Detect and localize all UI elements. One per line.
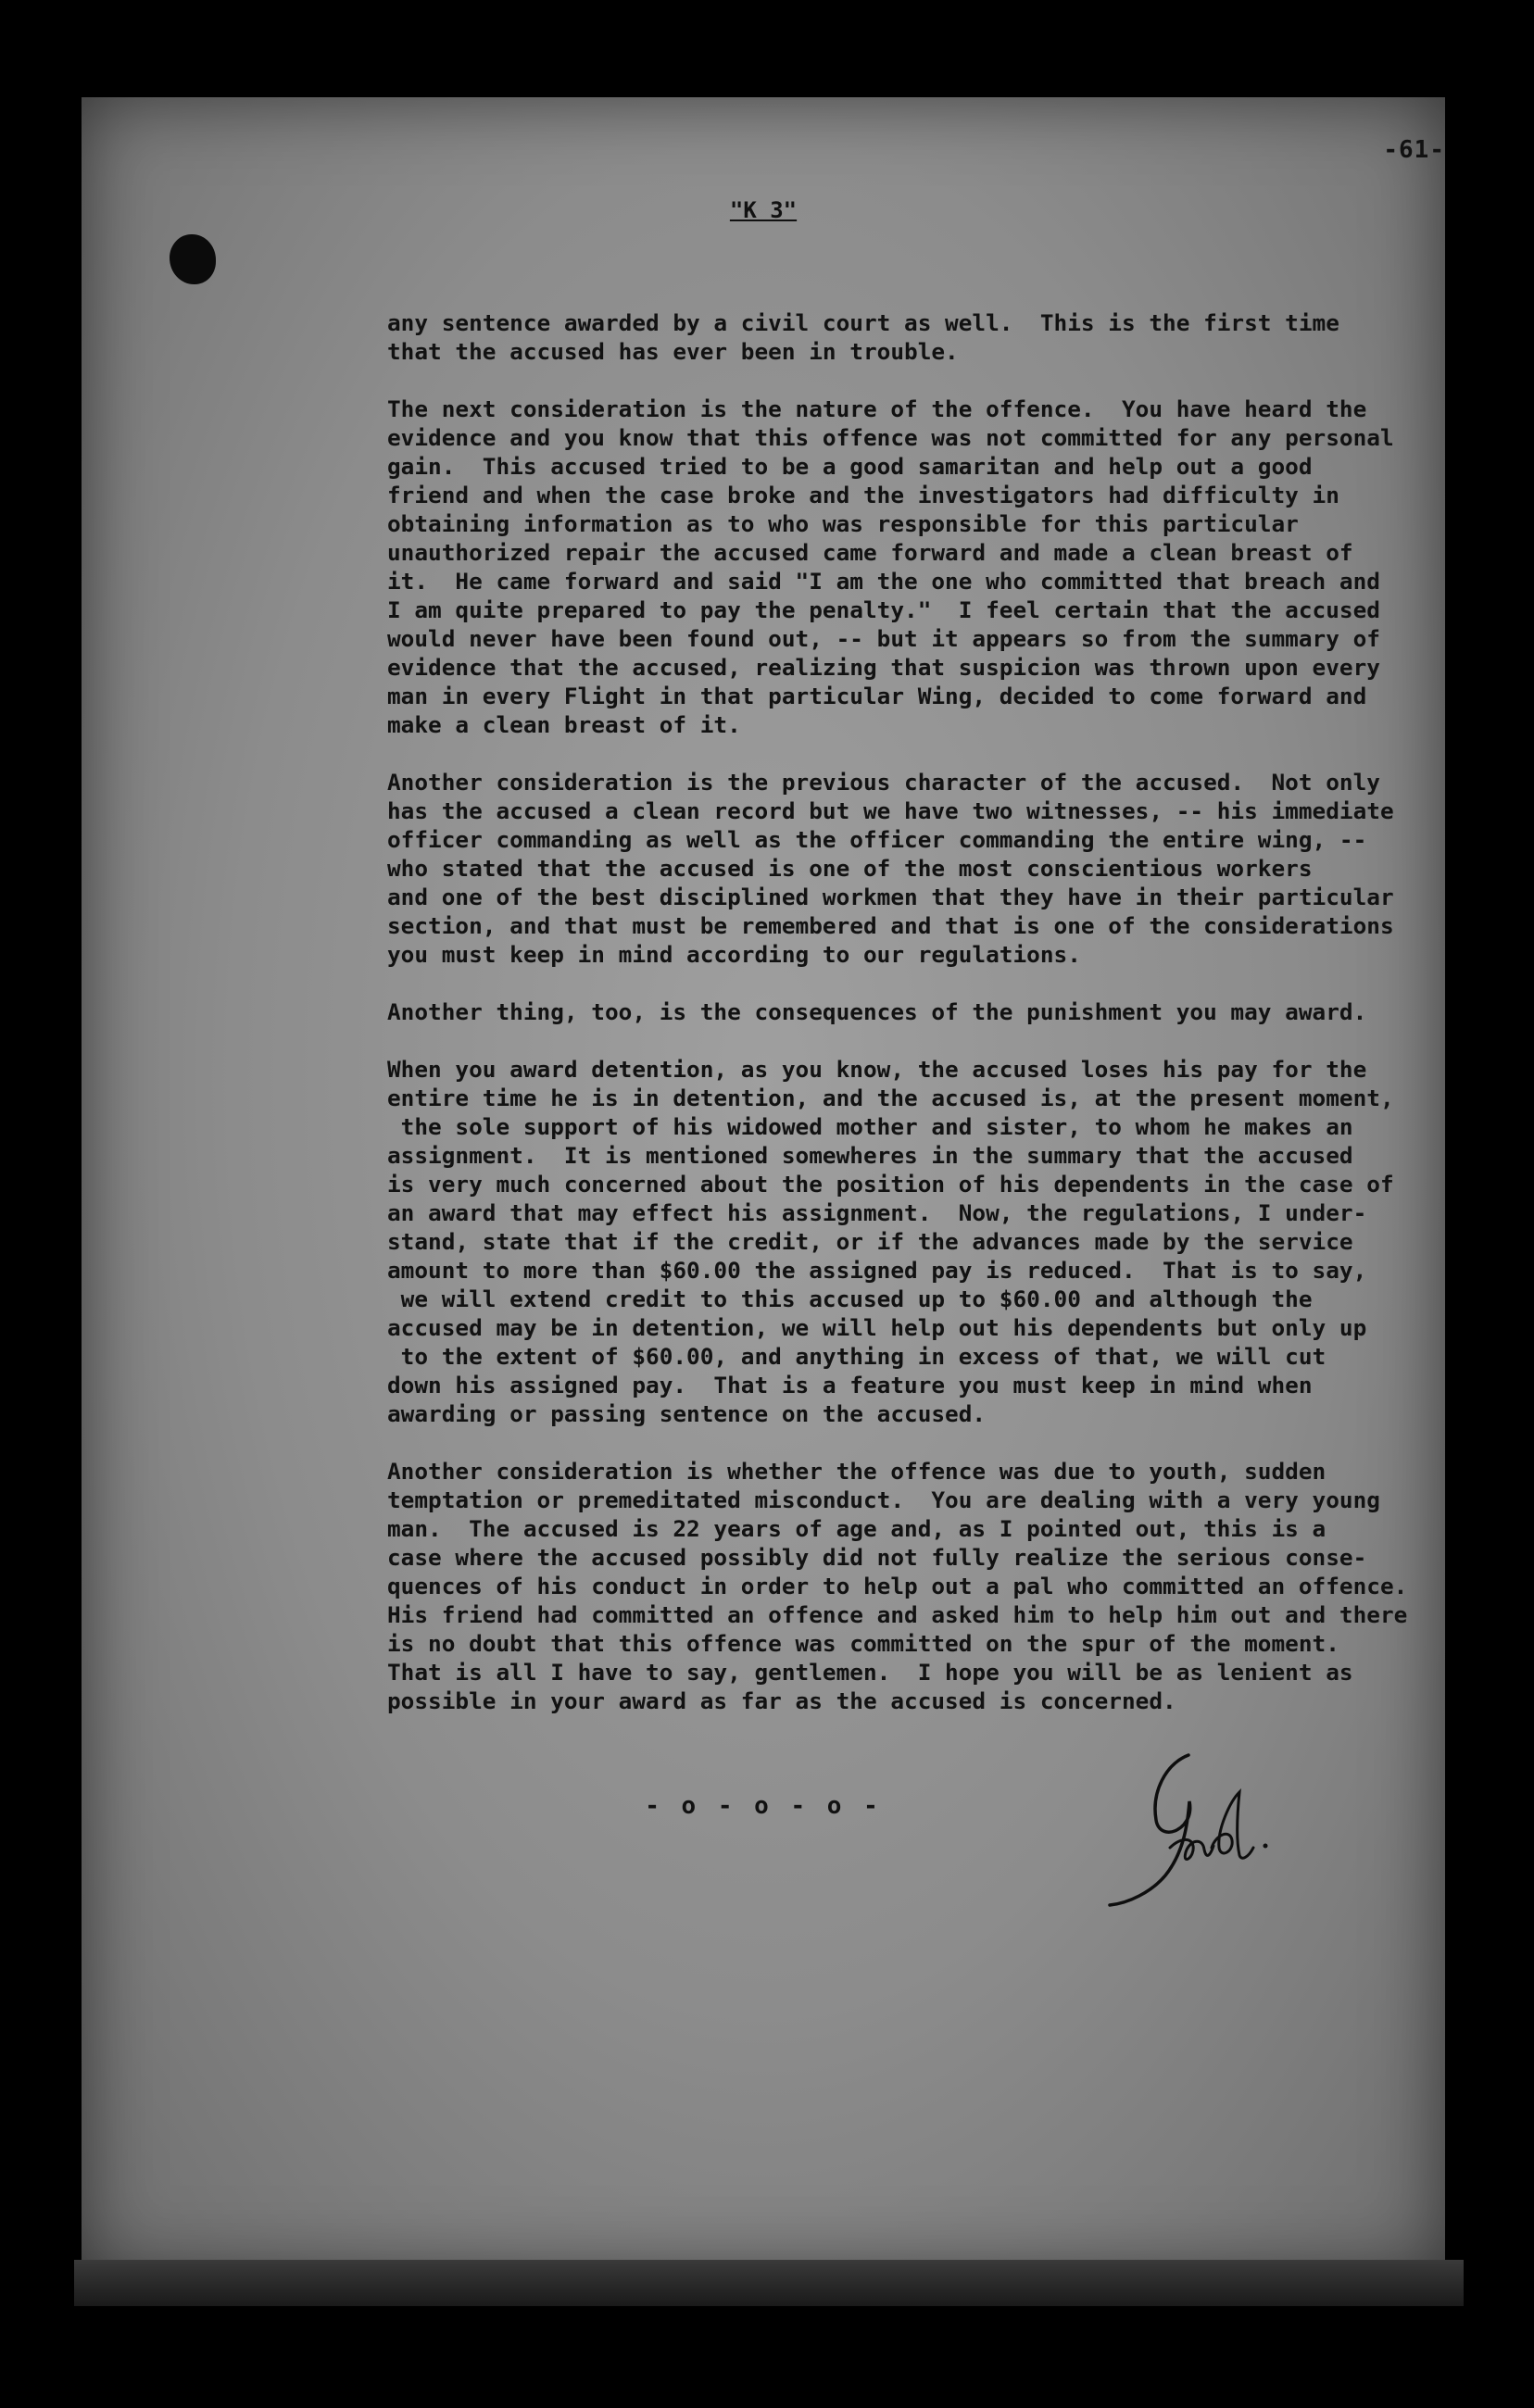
text-line: Another consideration is whether the offence was due to youth, sudden [387, 1458, 1327, 1485]
text-line: obtaining information as to who was responsible for this particular [387, 510, 1299, 537]
text-line: temptation or premeditated misconduct. You are dealing with a very young [387, 1486, 1380, 1513]
scan-bottom-edge [74, 2260, 1464, 2306]
text-line: assignment. It is mentioned somewheres in the summary that the accused [387, 1142, 1353, 1169]
paragraph-6 [387, 1457, 1527, 1715]
paragraph-5 [387, 1055, 1527, 1428]
text-line: section, and that must be remembered and that is one of the considerations [387, 912, 1394, 939]
text-line: I am quite prepared to pay the penalty." I feel certain that the accused [387, 596, 1380, 623]
text-line: When you award detention, as you know, the accused loses his pay for the [387, 1056, 1367, 1083]
text-line: it. He came forward and said "I am the one who committed that breach and [387, 568, 1380, 595]
document-header: "K 3" [729, 197, 798, 223]
handwritten-signature [1100, 1737, 1304, 1913]
text-line: unauthorized repair the accused came forward and made a clean breast of [387, 539, 1353, 566]
text-line: accused may be in detention, we will help out his dependents but only up [387, 1314, 1367, 1341]
page-number: -61- [1383, 136, 1445, 164]
paragraph-2 [387, 395, 1527, 739]
text-line: down his assigned pay. That is a feature you must keep in mind when [387, 1372, 1313, 1398]
text-line: man. The accused is 22 years of age and, as I pointed out, this is a [387, 1515, 1327, 1542]
text-line: officer commanding as well as the officer commanding the entire wing, -- [387, 826, 1367, 853]
text-line: you must keep in mind according to our regulations. [387, 941, 1081, 968]
text-line: is very much concerned about the position of his dependents in the case of [387, 1171, 1394, 1198]
text-line: the sole support of his widowed mother and sister, to whom he makes an [387, 1113, 1353, 1140]
text-line: that the accused has ever been in trouble. [387, 338, 959, 365]
text-line: possible in your award as far as the accused is concerned. [387, 1687, 1176, 1714]
text-line: make a clean breast of it. [387, 711, 741, 738]
document-page [82, 97, 1445, 2274]
text-line: is no doubt that this offence was committed on the spur of the moment. [387, 1630, 1339, 1657]
text-line: an award that may effect his assignment. Now, the regulations, I under- [387, 1199, 1367, 1226]
paragraph-4 [387, 997, 1527, 1026]
text-line: gain. This accused tried to be a good samaritan and help out a good [387, 453, 1313, 480]
text-line: Another thing, too, is the consequences of the punishment you may award. [387, 998, 1367, 1025]
text-line: man in every Flight in that particular Wing, decided to come forward and [387, 683, 1367, 709]
text-line: amount to more than $60.00 the assigned pay is reduced. That is to say, [387, 1257, 1367, 1284]
text-line: case where the accused possibly did not fully realize the serious conse- [387, 1544, 1367, 1571]
paragraph-3 [387, 768, 1527, 969]
text-line: His friend had committed an offence and asked him to help him out and there [387, 1601, 1408, 1628]
text-line: Another consideration is the previous character of the accused. Not only [387, 769, 1380, 796]
section-divider: - o - o - o - [645, 1792, 882, 1820]
text-line: would never have been found out, -- but it appears so from the summary of [387, 625, 1380, 652]
text-line: entire time he is in detention, and the accused is, at the present moment, [387, 1085, 1394, 1111]
text-line: quences of his conduct in order to help out a pal who committed an offence. [387, 1573, 1408, 1599]
text-line: evidence that the accused, realizing that suspicion was thrown upon every [387, 654, 1380, 681]
text-line: and one of the best disciplined workmen that they have in their particular [387, 884, 1394, 910]
text-line: The next consideration is the nature of the offence. You have heard the [387, 395, 1367, 422]
punch-hole [170, 234, 216, 284]
text-line: has the accused a clean record but we have two witnesses, -- his immediate [387, 797, 1394, 824]
text-line: awarding or passing sentence on the accused. [387, 1400, 987, 1427]
text-line: to the extent of $60.00, and anything in excess of that, we will cut [387, 1343, 1327, 1370]
text-line: stand, state that if the credit, or if the advances made by the service [387, 1228, 1353, 1255]
text-line: evidence and you know that this offence was not committed for any personal [387, 424, 1394, 451]
text-line: friend and when the case broke and the investigators had difficulty in [387, 482, 1339, 508]
text-line: we will extend credit to this accused up to $60.00 and although the [387, 1286, 1313, 1312]
body-text [387, 308, 1527, 1744]
text-line: any sentence awarded by a civil court as well. This is the first time [387, 309, 1339, 336]
text-line: That is all I have to say, gentlemen. I hope you will be as lenient as [387, 1659, 1353, 1686]
paragraph-1 [387, 308, 1527, 366]
text-line: who stated that the accused is one of the most conscientious workers [387, 855, 1313, 882]
